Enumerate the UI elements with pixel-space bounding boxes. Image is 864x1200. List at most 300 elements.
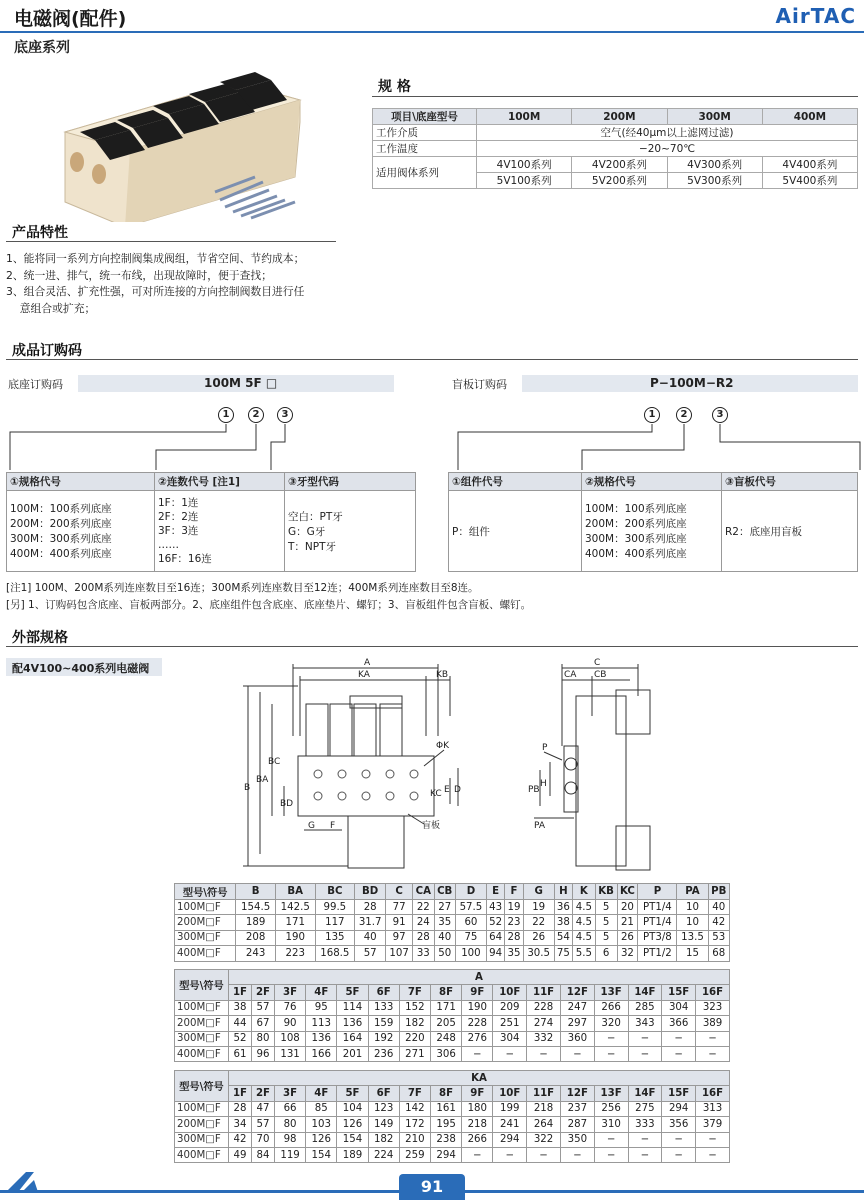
dim-cell: 80	[251, 1031, 274, 1046]
dim-col-header: 12F	[560, 985, 594, 1000]
spec-valve: 4V300系列	[667, 157, 762, 173]
base-count-item: 3F：3连	[158, 525, 199, 537]
dim-label: PA	[534, 821, 546, 831]
dim-cell: −	[662, 1031, 696, 1046]
blank-code: P−100M−R2	[650, 376, 734, 390]
dim-col-header: 13F	[594, 1086, 628, 1101]
dim-col-header: C	[386, 884, 413, 900]
dim-cell: 5	[595, 930, 617, 945]
table-row	[175, 900, 730, 915]
base-thread-cell	[285, 491, 416, 572]
dim-col-header: 14F	[628, 985, 662, 1000]
dim-cell: 28	[413, 930, 434, 945]
dim-cell: 259	[399, 1147, 430, 1162]
dim-cell: 36	[554, 900, 572, 915]
dim-cell: 77	[386, 900, 413, 915]
features-list	[6, 251, 346, 317]
spec-media: 空气(经40μm以上滤网过滤)	[477, 125, 858, 141]
dim-cell: 159	[368, 1016, 399, 1031]
row-model: 100M□F	[175, 1000, 229, 1015]
dim-cell: 180	[462, 1101, 493, 1116]
dim-col-header: 7F	[399, 985, 430, 1000]
dim-cell: 67	[251, 1016, 274, 1031]
spec-valve: 4V400系列	[762, 157, 857, 173]
table-row	[175, 1147, 730, 1162]
dim-cell: 136	[337, 1016, 368, 1031]
dim-cell: 389	[696, 1016, 730, 1031]
base-spec-item: 300M：300系列底座	[10, 533, 112, 545]
dim-col-header: CA	[413, 884, 434, 900]
ordering-rule	[6, 359, 858, 360]
brand-logo: AirTAC	[775, 4, 856, 28]
dim-col-header: BA	[275, 884, 315, 900]
spec-valve: 5V200系列	[572, 173, 667, 189]
blank-spec-item: 100M：100系列底座	[585, 503, 687, 515]
dim-cell: 114	[337, 1000, 368, 1015]
dim-cell: 10	[677, 900, 708, 915]
dim-col-header: 3F	[274, 1086, 305, 1101]
dim-cell: 142	[399, 1101, 430, 1116]
dim-cell: 33	[413, 946, 434, 961]
table-row	[175, 1117, 730, 1132]
dim-cell: PT1/2	[638, 946, 677, 961]
dim-col-header: H	[554, 884, 572, 900]
dim-cell: 237	[560, 1101, 594, 1116]
dim-col-header: BD	[355, 884, 386, 900]
dim-cell: 38	[554, 915, 572, 930]
dim-cell: 294	[493, 1132, 527, 1147]
dim-cell: 4.5	[573, 930, 596, 945]
dim-col-header: E	[486, 884, 504, 900]
header-rule	[0, 31, 864, 33]
dim-cell: 26	[617, 930, 638, 945]
note-1: [注1] 100M、200M系列连座数目至16连；300M系列连座数目至12连；400M系列连座数目至8连。	[6, 582, 479, 594]
dim-col-header: 6F	[368, 1086, 399, 1101]
dim-col-header: 7F	[399, 1086, 430, 1101]
dim-cell: 208	[236, 930, 276, 945]
dim-cell: 228	[462, 1016, 493, 1031]
base-count-item: 2F：2连	[158, 511, 199, 523]
code-circle: 1	[218, 407, 234, 423]
dim-cell: 38	[229, 1000, 252, 1015]
dim-col-header: G	[523, 884, 554, 900]
dim-cell: 100	[455, 946, 486, 961]
dim-col-header: 2F	[251, 1086, 274, 1101]
base-thread-item: 空白：PT牙	[288, 510, 343, 523]
dim-cell: 23	[505, 915, 523, 930]
dim-cell: 47	[251, 1101, 274, 1116]
dim-col-header: BC	[315, 884, 355, 900]
row-model: 200M□F	[175, 915, 236, 930]
dim-cell: 154.5	[236, 900, 276, 915]
dim-label: CA	[564, 670, 577, 680]
dim-col-header: CB	[434, 884, 455, 900]
feature-item: 1、能将同一系列方向控制阀集成阀组，节省空间、节约成本；	[6, 252, 305, 265]
dim-cell: 360	[560, 1031, 594, 1046]
dim-cell: 294	[662, 1101, 696, 1116]
table-row	[175, 1046, 730, 1061]
dim-cell: 35	[434, 915, 455, 930]
dim-label: CB	[594, 670, 607, 680]
spec-col: 400M	[762, 109, 857, 125]
blank-spec-item: 400M：400系列底座	[585, 548, 687, 560]
blank-spec-item: 200M：200系列底座	[585, 518, 687, 530]
dim-cell: −	[560, 1046, 594, 1061]
dim-cell: 64	[486, 930, 504, 945]
dim-cell: 152	[399, 1000, 430, 1015]
dim-cell: 142.5	[275, 900, 315, 915]
spec-table	[372, 108, 858, 189]
dim-cell: 223	[275, 946, 315, 961]
dim-cell: 49	[229, 1147, 252, 1162]
dim-cell: 209	[493, 1000, 527, 1015]
dim-cell: 22	[413, 900, 434, 915]
dim-cell: −	[662, 1147, 696, 1162]
dim-cell: 57.5	[455, 900, 486, 915]
dim-cell: 84	[251, 1147, 274, 1162]
feature-item: 2、统一进、排气，统一布线，出现故障时，便于查找；	[6, 268, 272, 282]
dim-cell: 210	[399, 1132, 430, 1147]
dim-col-header: 9F	[462, 985, 493, 1000]
spec-valve: 4V200系列	[572, 157, 667, 173]
dim-corner: 型号\符号	[175, 970, 229, 1001]
dim-cell: −	[493, 1046, 527, 1061]
blank-col: ③盲板代号	[722, 473, 858, 491]
blank-plate-cell: R2：底座用盲板	[722, 491, 858, 572]
dim-cell: 251	[493, 1016, 527, 1031]
row-model: 100M□F	[175, 1101, 229, 1116]
dim-col-header: 16F	[696, 1086, 730, 1101]
code-circle: 2	[676, 407, 692, 423]
dim-label: KA	[358, 670, 370, 680]
blank-spec-cell	[582, 491, 722, 572]
dim-cell: 294	[430, 1147, 461, 1162]
dim-cell: 164	[337, 1031, 368, 1046]
dim-col-header: 13F	[594, 985, 628, 1000]
dim-cell: −	[628, 1132, 662, 1147]
dim-table-ka	[174, 1070, 730, 1163]
dim-cell: 135	[315, 930, 355, 945]
dim-cell: 19	[523, 900, 554, 915]
dim-col-header: 2F	[251, 985, 274, 1000]
dim-col-header: 4F	[306, 1086, 337, 1101]
dim-cell: 117	[315, 915, 355, 930]
dim-cell: 108	[274, 1031, 305, 1046]
dim-cell: 94	[486, 946, 504, 961]
blank-col: ①组件代号	[449, 473, 582, 491]
dim-cell: 57	[251, 1117, 274, 1132]
product-photo	[55, 62, 315, 222]
dim-cell: 285	[628, 1000, 662, 1015]
base-col: ②连数代号 [注1]	[155, 473, 285, 491]
dim-cell: 34	[229, 1117, 252, 1132]
dim-cell: 50	[434, 946, 455, 961]
dim-cell: 68	[708, 946, 729, 961]
spec-row-label: 工作介质	[373, 125, 477, 141]
dim-cell: 218	[462, 1117, 493, 1132]
dim-label: A	[364, 658, 371, 668]
dim-cell: 161	[430, 1101, 461, 1116]
table-row	[175, 946, 730, 961]
dim-cell: 35	[505, 946, 523, 961]
dim-col-header: 型号\符号	[175, 884, 236, 900]
dim-cell: 243	[236, 946, 276, 961]
dim-cell: −	[527, 1147, 561, 1162]
dim-cell: PT3/8	[638, 930, 677, 945]
table-row	[175, 1000, 730, 1015]
dim-cell: 241	[493, 1117, 527, 1132]
dim-corner: 型号\符号	[175, 1071, 229, 1102]
dim-cell: 52	[486, 915, 504, 930]
dim-cell: 40	[434, 930, 455, 945]
dim-cell: −	[696, 1031, 730, 1046]
dim-label: B	[244, 783, 251, 793]
dim-cell: 123	[368, 1101, 399, 1116]
dim-cell: 320	[594, 1016, 628, 1031]
dim-cell: 201	[337, 1046, 368, 1061]
spec-valve: 5V400系列	[762, 173, 857, 189]
dim-cell: 113	[306, 1016, 337, 1031]
dim-cell: 57	[251, 1000, 274, 1015]
dim-cell: 75	[554, 946, 572, 961]
dim-label: BD	[280, 799, 294, 809]
side-view-drawing	[520, 656, 666, 878]
dim-cell: 195	[430, 1117, 461, 1132]
dim-cell: 20	[617, 900, 638, 915]
dim-cell: 52	[229, 1031, 252, 1046]
dim-cell: 366	[662, 1016, 696, 1031]
dim-cell: 133	[368, 1000, 399, 1015]
dim-col-header: KC	[617, 884, 638, 900]
dim-label: ΦK	[436, 741, 449, 751]
dim-col-header: 10F	[493, 1086, 527, 1101]
dim-table-a	[174, 969, 730, 1062]
feature-item: 3、组合灵活、扩充性强，可对所连接的方向控制阀数目进行任	[6, 285, 305, 298]
dim-cell: 27	[434, 900, 455, 915]
base-spec-cell	[7, 491, 155, 572]
row-model: 300M□F	[175, 1031, 229, 1046]
row-model: 100M□F	[175, 900, 236, 915]
dim-label: D	[454, 785, 461, 795]
spec-rule	[372, 96, 858, 97]
dim-cell: 4.5	[573, 915, 596, 930]
dim-col-header: 8F	[430, 985, 461, 1000]
spec-row-label: 工作温度	[373, 141, 477, 157]
dim-cell: 131	[274, 1046, 305, 1061]
dim-cell: 379	[696, 1117, 730, 1132]
dim-cell: 95	[306, 1000, 337, 1015]
row-model: 200M□F	[175, 1117, 229, 1132]
front-view-drawing	[238, 656, 478, 878]
table-row	[175, 1031, 730, 1046]
dim-cell: 323	[696, 1000, 730, 1015]
dim-cell: 53	[708, 930, 729, 945]
dim-cell: −	[462, 1046, 493, 1061]
dim-cell: 343	[628, 1016, 662, 1031]
blank-spec-item: 300M：300系列底座	[585, 533, 687, 545]
dim-label: PB	[528, 785, 540, 795]
dim-cell: 154	[306, 1147, 337, 1162]
dim-cell: 75	[455, 930, 486, 945]
dim-cell: 256	[594, 1101, 628, 1116]
dim-col-header: 14F	[628, 1086, 662, 1101]
dim-cell: −	[594, 1147, 628, 1162]
feature-item: 意组合或扩充；	[6, 301, 96, 315]
dim-cell: 54	[554, 930, 572, 945]
code-circle: 2	[248, 407, 264, 423]
external-subtitle: 配4V100~400系列电磁阀	[6, 658, 162, 676]
dim-col-header: 10F	[493, 985, 527, 1000]
dim-label: E	[444, 785, 450, 795]
table-row	[175, 930, 730, 945]
dim-cell: 22	[523, 915, 554, 930]
dim-cell: 119	[274, 1147, 305, 1162]
dim-cell: 5	[595, 915, 617, 930]
dim-cell: 99.5	[315, 900, 355, 915]
dim-cell: 356	[662, 1117, 696, 1132]
dim-cell: 149	[368, 1117, 399, 1132]
spec-col: 项目\底座型号	[373, 109, 477, 125]
dim-cell: 107	[386, 946, 413, 961]
row-model: 400M□F	[175, 1147, 229, 1162]
base-code: 100M 5F □	[204, 376, 278, 390]
dim-cell: 190	[462, 1000, 493, 1015]
dim-cell: 271	[399, 1046, 430, 1061]
dim-cell: 322	[527, 1132, 561, 1147]
dim-cell: −	[493, 1147, 527, 1162]
dim-cell: 136	[306, 1031, 337, 1046]
dim-cell: 304	[493, 1031, 527, 1046]
dim-cell: PT1/4	[638, 915, 677, 930]
dim-cell: −	[594, 1031, 628, 1046]
dim-cell: 4.5	[573, 900, 596, 915]
dim-label: F	[330, 821, 336, 831]
dim-label: BC	[268, 757, 281, 767]
base-count-item: 1F：1连	[158, 497, 199, 509]
dim-cell: 15	[677, 946, 708, 961]
page-number: 91	[399, 1174, 465, 1200]
dim-cell: 333	[628, 1117, 662, 1132]
dim-cell: 126	[306, 1132, 337, 1147]
blank-code-table	[448, 472, 858, 572]
dim-cell: 238	[430, 1132, 461, 1147]
dim-cell: −	[662, 1132, 696, 1147]
table-row	[175, 1101, 730, 1116]
dim-cell: 274	[527, 1016, 561, 1031]
dim-cell: 44	[229, 1016, 252, 1031]
spec-col: 200M	[572, 109, 667, 125]
dim-cell: −	[628, 1031, 662, 1046]
dim-cell: 228	[527, 1000, 561, 1015]
dim-cell: 40	[355, 930, 386, 945]
dim-col-header: 1F	[229, 985, 252, 1000]
dim-cell: 96	[251, 1046, 274, 1061]
dim-col-header: KB	[595, 884, 617, 900]
dim-label: BA	[256, 775, 269, 785]
dim-cell: 57	[355, 946, 386, 961]
dim-col-header: 8F	[430, 1086, 461, 1101]
dim-cell: 171	[430, 1000, 461, 1015]
dim-cell: PT1/4	[638, 900, 677, 915]
dim-cell: −	[696, 1046, 730, 1061]
dim-cell: 126	[337, 1117, 368, 1132]
dim-col-header: 11F	[527, 985, 561, 1000]
dim-col-header: K	[573, 884, 596, 900]
dim-cell: 171	[275, 915, 315, 930]
dim-label: P	[542, 743, 548, 753]
code-circle: 3	[277, 407, 293, 423]
dim-cell: 154	[337, 1132, 368, 1147]
base-count-item: 16F：16连	[158, 553, 212, 565]
base-thread-item: G：G牙	[288, 525, 326, 538]
dim-col-header: 6F	[368, 985, 399, 1000]
table-row	[175, 915, 730, 930]
page-title: 电磁阀(配件)	[14, 8, 127, 30]
dim-cell: 42	[708, 915, 729, 930]
dim-cell: 168.5	[315, 946, 355, 961]
row-model: 400M□F	[175, 1046, 229, 1061]
base-spec-item: 200M：200系列底座	[10, 518, 112, 530]
note-2: [另] 1、订购码包含底座、盲板两部分。2、底座组件包含底座、底座垫片、螺钉；3、盲板组件包含盲板、螺钉。	[6, 599, 532, 611]
dim-cell: 30.5	[523, 946, 554, 961]
dim-label: KB	[436, 670, 449, 680]
dim-cell: 5	[595, 900, 617, 915]
spec-row-label: 适用阀体系列	[373, 157, 477, 189]
base-count-item: ……	[158, 539, 179, 551]
external-rule	[6, 646, 858, 647]
dim-col-header: PA	[677, 884, 708, 900]
blank-assy-cell: P：组件	[449, 491, 582, 572]
dim-cell: 21	[617, 915, 638, 930]
dim-cell: 66	[274, 1101, 305, 1116]
blank-code-label: 盲板订购码	[452, 378, 507, 391]
dim-cell: 80	[274, 1117, 305, 1132]
dim-cell: 40	[708, 900, 729, 915]
dim-cell: 276	[462, 1031, 493, 1046]
external-heading: 外部规格	[12, 630, 68, 646]
table-row	[175, 1132, 730, 1147]
base-spec-item: 400M：400系列底座	[10, 548, 112, 560]
dim-cell: 218	[527, 1101, 561, 1116]
blank-col: ②规格代号	[582, 473, 722, 491]
dim-cell: 97	[386, 930, 413, 945]
dim-cell: 31.7	[355, 915, 386, 930]
dim-cell: 172	[399, 1117, 430, 1132]
dim-cell: 85	[306, 1101, 337, 1116]
dim-cell: 28	[505, 930, 523, 945]
base-count-cell	[155, 491, 285, 572]
dim-cell: 313	[696, 1101, 730, 1116]
dim-cell: 190	[275, 930, 315, 945]
dim-label: 盲板	[422, 821, 441, 831]
dim-cell: 91	[386, 915, 413, 930]
code-leader-lines	[0, 420, 864, 472]
dim-label: H	[540, 779, 547, 789]
dim-col-header: 11F	[527, 1086, 561, 1101]
row-model: 300M□F	[175, 930, 236, 945]
base-col: ③牙型代码	[285, 473, 416, 491]
features-rule	[6, 241, 336, 242]
dim-cell: 70	[251, 1132, 274, 1147]
dim-group: KA	[229, 1071, 730, 1086]
base-thread-item: T：NPT牙	[288, 540, 337, 553]
dim-cell: 199	[493, 1101, 527, 1116]
dim-cell: 43	[486, 900, 504, 915]
dim-col-header: 4F	[306, 985, 337, 1000]
dim-cell: 13.5	[677, 930, 708, 945]
dim-col-header: 15F	[662, 1086, 696, 1101]
dim-col-header: P	[638, 884, 677, 900]
